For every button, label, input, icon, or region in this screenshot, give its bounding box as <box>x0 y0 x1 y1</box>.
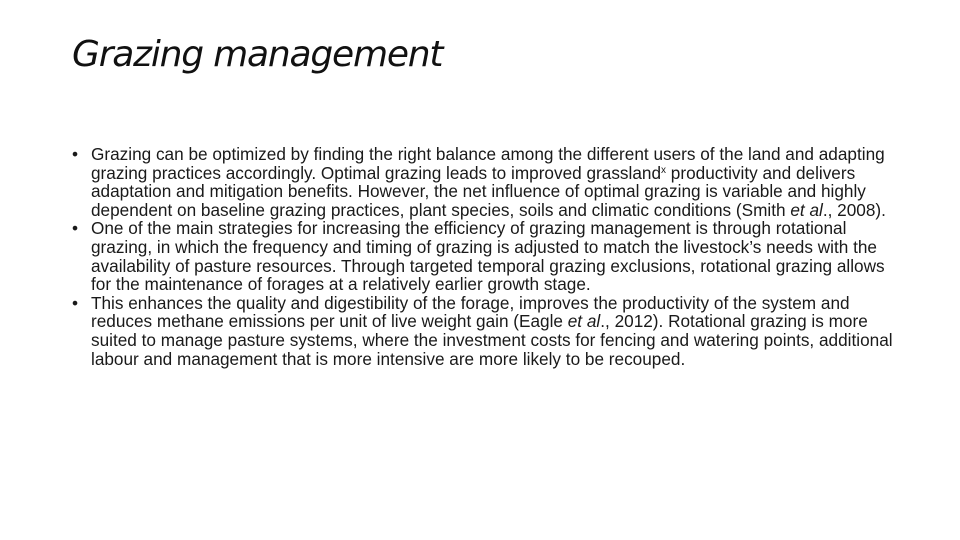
bullet-item-optimal-grazing <box>72 145 902 219</box>
bullet-text: Grazing can be optimized by finding the right balance among the different users of the land and adapting grazing practices accordingly. Optimal grazing leads to improved grassland <box>91 144 885 183</box>
citation-et-al: et al <box>790 199 823 220</box>
bullet-marker: • <box>72 218 79 239</box>
bullet-item-forage-quality <box>72 294 902 368</box>
bullet-text: productivity and delivers adaptation and mitigation benefits. However, the net influence of optimal grazing is variable and highly dependent on baseline grazing practices, plant species, soils and climatic conditions (Smith <box>91 162 866 220</box>
slide-title: Grazing management <box>72 34 443 75</box>
citation-et-al: et al <box>567 311 601 332</box>
bullet-text: One of the main strategies for increasing the efficiency of grazing management is through rotational grazing, in which the frequency and timing of grazing is adjusted to match the livestock’s needs with the availability of pasture resources. Through targeted temporal grazing exclusions, rotational grazing allows for the maintenance of forages at a relatively earlier growth stage. <box>91 218 885 295</box>
bullet-marker: • <box>72 292 79 313</box>
bullet-text: ., 2012). Rotational grazing is more suited to manage pasture systems, where the investment costs for fencing and watering points, additional labour and management that is more intensive are more likely to be recouped. <box>91 311 893 369</box>
bullet-text: This enhances the quality and digestibility of the forage, improves the productivity of the system and reduces methane emissions per unit of live weight gain (Eagle <box>91 292 850 332</box>
bullet-list <box>72 145 902 368</box>
bullet-text: ., 2008). <box>822 199 886 220</box>
bullet-item-rotational-grazing <box>72 219 902 293</box>
superscript-marker: x <box>661 164 667 176</box>
bullet-marker: • <box>72 144 79 164</box>
